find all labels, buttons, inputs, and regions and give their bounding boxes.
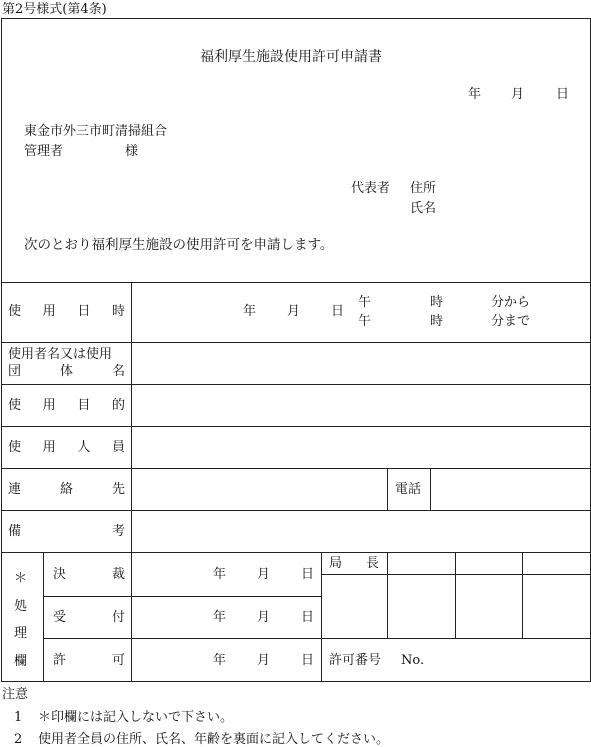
row-divider bbox=[1, 552, 591, 553]
justified-label bbox=[53, 611, 125, 624]
receipt-day: 日 bbox=[301, 610, 315, 625]
row-divider bbox=[1, 384, 591, 385]
applicant-name-label: 氏名 bbox=[410, 201, 437, 216]
label-char: 絡 bbox=[59, 482, 73, 497]
row-divider bbox=[43, 638, 591, 639]
addressee-honorific: 様 bbox=[125, 144, 139, 159]
justified-label bbox=[8, 483, 125, 496]
vertical-label bbox=[14, 572, 27, 668]
row-divider bbox=[43, 596, 321, 597]
remarks-label bbox=[8, 525, 125, 538]
purpose-label bbox=[8, 399, 125, 412]
column-divider bbox=[43, 552, 44, 682]
permit-year: 年 bbox=[213, 653, 227, 668]
justified-label bbox=[8, 441, 125, 454]
label-char: 局 bbox=[329, 556, 343, 571]
label-char: 受 bbox=[53, 610, 67, 625]
label-char: 備 bbox=[8, 524, 22, 539]
justified-label bbox=[53, 568, 125, 581]
row-divider bbox=[1, 468, 591, 469]
label-char: 付 bbox=[111, 610, 125, 625]
label-char: 員 bbox=[111, 440, 125, 455]
use-datetime-label bbox=[8, 305, 125, 318]
minute-to: 分まで bbox=[491, 314, 531, 329]
justified-label bbox=[8, 365, 125, 378]
label-char: 的 bbox=[111, 398, 125, 413]
label-char: 時 bbox=[111, 304, 125, 319]
date-day: 日 bbox=[556, 87, 570, 102]
label-char: 使 bbox=[8, 440, 22, 455]
label-char: 理 bbox=[14, 626, 28, 642]
justified-label bbox=[8, 399, 125, 412]
use-month: 月 bbox=[287, 304, 301, 319]
applicant-rep-label: 代表者 bbox=[351, 181, 391, 196]
row-divider bbox=[1, 282, 591, 283]
label-char: 決 bbox=[53, 567, 67, 582]
addressee-org: 東金市外三市町清掃組合 bbox=[24, 124, 168, 139]
justified-label bbox=[53, 654, 125, 667]
column-divider bbox=[522, 552, 523, 638]
label-char: 許 bbox=[53, 653, 67, 668]
permit-month: 月 bbox=[257, 653, 271, 668]
label-char: 人 bbox=[77, 440, 91, 455]
label-char: 連 bbox=[8, 482, 22, 497]
form-title: 福利厚生施設使用許可申請書 bbox=[200, 49, 382, 65]
label-char: 用 bbox=[42, 398, 56, 413]
label-char: 用 bbox=[42, 440, 56, 455]
hour-end: 時 bbox=[430, 314, 444, 329]
column-divider bbox=[131, 282, 132, 552]
receipt-month: 月 bbox=[257, 610, 271, 625]
phone-label: 電話 bbox=[395, 482, 422, 497]
receipt-label bbox=[53, 611, 125, 624]
form-label: 第2号様式(第4条) bbox=[2, 2, 107, 17]
row-divider bbox=[1, 342, 591, 343]
permit-number-prefix: No. bbox=[401, 653, 425, 668]
applicant-address-label: 住所 bbox=[410, 181, 437, 196]
permit-day: 日 bbox=[301, 653, 315, 668]
processing-side-label bbox=[14, 572, 27, 668]
label-char: 使 bbox=[8, 398, 22, 413]
receipt-year: 年 bbox=[213, 610, 227, 625]
row-divider bbox=[321, 574, 591, 575]
contact-label bbox=[8, 483, 125, 496]
ampm-start: 午 bbox=[358, 295, 372, 310]
column-divider bbox=[455, 552, 456, 638]
label-char: 裁 bbox=[111, 567, 125, 582]
user-name-label-line1: 使用者名又は使用 bbox=[8, 347, 113, 362]
label-char: 体 bbox=[59, 364, 73, 379]
ampm-end: 午 bbox=[358, 314, 372, 329]
note-1-text: ＊印欄には記入しないで下さい。 bbox=[38, 710, 234, 725]
permit-label bbox=[53, 654, 125, 667]
label-char: ＊ bbox=[14, 571, 28, 586]
use-day: 日 bbox=[331, 304, 345, 319]
label-char: 先 bbox=[111, 482, 125, 497]
permit-number-label: 許可番号 bbox=[329, 653, 382, 668]
justified-label bbox=[329, 557, 379, 570]
column-divider bbox=[387, 468, 388, 510]
label-char: 欄 bbox=[14, 653, 28, 669]
label-char: 使 bbox=[8, 304, 22, 319]
intro-text: 次のとおり福利厚生施設の使用許可を申請します。 bbox=[24, 237, 334, 253]
label-char: 団 bbox=[8, 364, 22, 379]
label-char: 目 bbox=[77, 398, 91, 413]
notes-heading: 注意 bbox=[2, 687, 29, 702]
label-char: 考 bbox=[111, 524, 125, 539]
use-year: 年 bbox=[243, 304, 257, 319]
decision-month: 月 bbox=[257, 567, 271, 582]
director-label bbox=[329, 557, 379, 570]
row-divider bbox=[1, 510, 591, 511]
decision-day: 日 bbox=[301, 567, 315, 582]
note-1-number: 1 bbox=[14, 710, 23, 725]
justified-label bbox=[8, 525, 125, 538]
row-divider bbox=[1, 426, 591, 427]
hour-start: 時 bbox=[430, 295, 444, 310]
addressee-manager: 管理者 bbox=[24, 144, 64, 159]
decision-label bbox=[53, 568, 125, 581]
column-divider bbox=[321, 552, 322, 682]
date-month: 月 bbox=[511, 87, 525, 102]
label-char: 処 bbox=[14, 598, 28, 614]
note-2-text: 使用者全員の住所、氏名、年齢を裏面に記入してください。 bbox=[38, 732, 390, 747]
label-char: 長 bbox=[365, 556, 379, 571]
note-2-number: 2 bbox=[14, 732, 23, 747]
column-divider bbox=[430, 468, 431, 510]
date-year: 年 bbox=[468, 87, 482, 102]
decision-year: 年 bbox=[213, 567, 227, 582]
minute-from: 分から bbox=[491, 295, 531, 310]
people-label bbox=[8, 441, 125, 454]
column-divider bbox=[387, 552, 388, 638]
label-char: 名 bbox=[111, 364, 125, 379]
label-char: 日 bbox=[77, 304, 91, 319]
label-char: 可 bbox=[111, 653, 125, 668]
label-char: 用 bbox=[42, 304, 56, 319]
justified-label bbox=[8, 305, 125, 318]
user-name-label-line2 bbox=[8, 365, 125, 378]
column-divider bbox=[131, 552, 132, 682]
